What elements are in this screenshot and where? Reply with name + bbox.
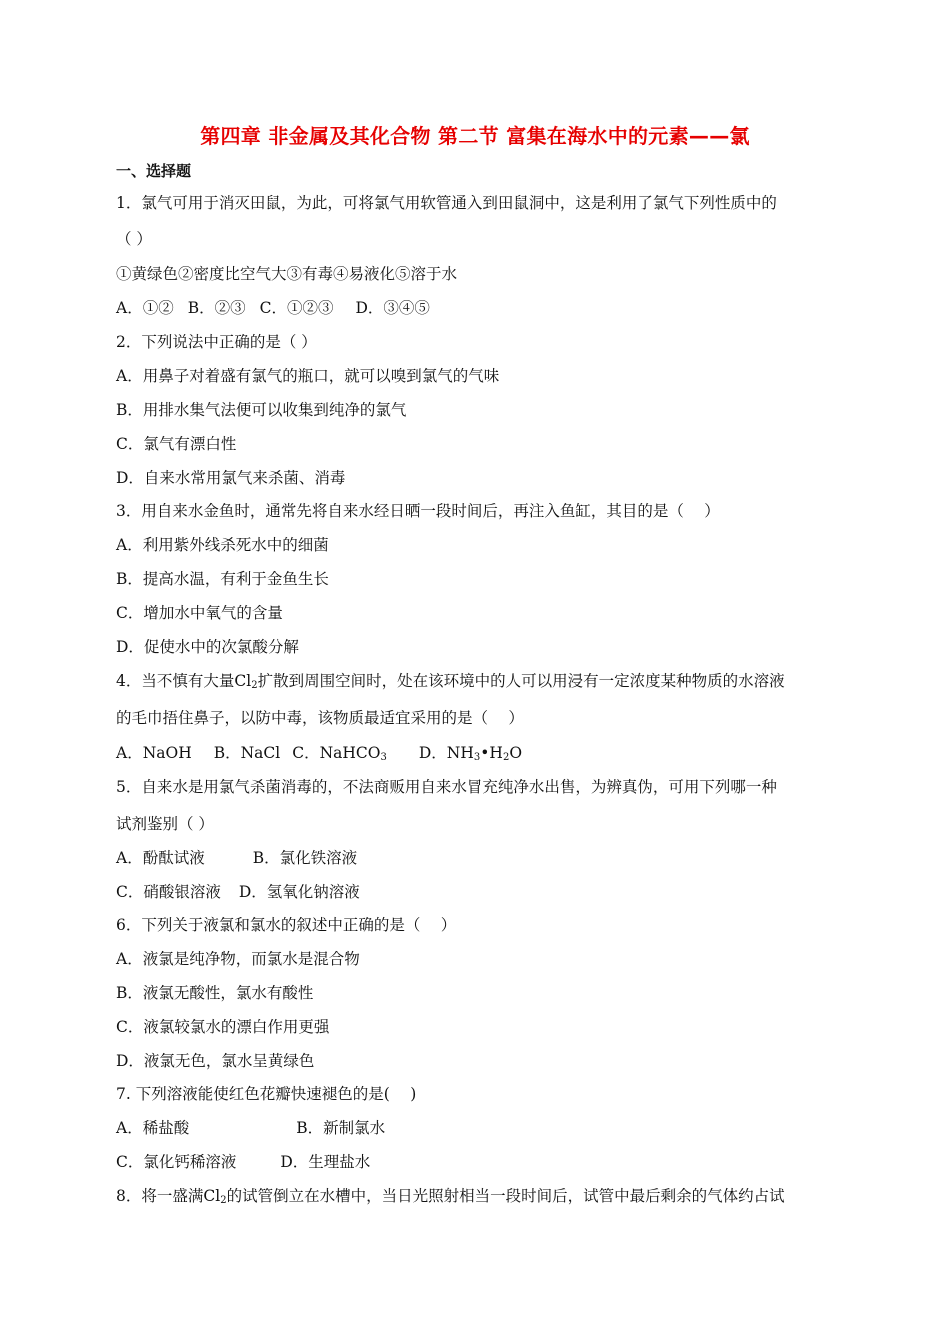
q6-stem: 6．下列关于液氯和氯水的叙述中正确的是（ ） xyxy=(116,916,457,934)
q5-option-c: C．硝酸银溶液 xyxy=(116,883,221,901)
q2-option-d: D．自来水常用氯气来杀菌、消毒 xyxy=(116,469,346,487)
q3-option-b: B．提高水温，有利于金鱼生长 xyxy=(116,570,329,588)
q1-option-d: D．③④⑤ xyxy=(355,299,430,317)
q5-option-b: B．氯化铁溶液 xyxy=(252,849,358,867)
q6-option-c: C．液氯较氯水的漂白作用更强 xyxy=(116,1018,330,1036)
q5-option-d: D．氢氧化钠溶液 xyxy=(238,883,360,901)
q7-option-b: B．新制氯水 xyxy=(296,1119,386,1137)
q7-option-d: D．生理盐水 xyxy=(280,1153,371,1171)
q5-options-row1 xyxy=(116,848,357,868)
q1-option-a: A．①② xyxy=(116,299,174,317)
q4-stem-line2: 的毛巾捂住鼻子，以防中毒，该物质最适宜采用的是（ ） xyxy=(116,709,524,727)
q7-options-row2 xyxy=(116,1152,370,1172)
q7-option-a: A．稀盐酸 xyxy=(116,1119,190,1137)
q2-option-c: C．氯气有漂白性 xyxy=(116,435,237,453)
q6-option-b: B．液氯无酸性，氯水有酸性 xyxy=(116,984,314,1002)
q5-stem-line1: 5．自来水是用氯气杀菌消毒的，不法商贩用自来水冒充纯净水出售，为辨真伪，可用下列哪一种 xyxy=(116,778,777,796)
section-heading: 一、选择题 xyxy=(116,162,192,180)
q1-option-b: B．②③ xyxy=(187,299,246,317)
q5-stem-line2: 试剂鉴别（ ） xyxy=(116,815,214,833)
q1-options xyxy=(116,298,430,318)
q4-stem-line1: 4．当不慎有大量$Cl_2$扩散到周围空间时，处在该环境中的人可以用浸有一定浓度某种物质的水溶液 xyxy=(116,672,785,691)
q6-option-d: D．液氯无色，氯水呈黄绿色 xyxy=(116,1052,315,1070)
q4-option-b: B．NaCl xyxy=(213,744,281,762)
q3-option-a: A．利用紫外线杀死水中的细菌 xyxy=(116,536,329,554)
q1-option-c: C．①②③ xyxy=(259,299,334,317)
q5-options-row2 xyxy=(116,882,360,902)
q4-option-d: D．$NH_3•H_2O$ xyxy=(418,744,523,763)
q2-option-b: B．用排水集气法便可以收集到纯净的氯气 xyxy=(116,401,407,419)
q1-properties: ①黄绿色②密度比空气大③有毒④易液化⑤溶于水 xyxy=(116,265,458,283)
q6-option-a: A．液氯是纯净物，而氯水是混合物 xyxy=(116,950,360,968)
q1-stem-line2: （ ） xyxy=(116,230,152,248)
q4-option-a: A．NaOH xyxy=(116,744,192,762)
q4-option-c: C．NaHCO$_3$ xyxy=(292,744,387,763)
q7-options-row1 xyxy=(116,1118,385,1138)
q3-stem: 3．用自来水金鱼时，通常先将自来水经日晒一段时间后，再注入鱼缸，其目的是（ ） xyxy=(116,502,720,520)
q1-stem-line1: 1．氯气可用于消灭田鼠，为此，可将氯气用软管通入到田鼠洞中，这是利用了氯气下列性质中的 xyxy=(116,194,777,212)
q3-option-d: D．促使水中的次氯酸分解 xyxy=(116,638,299,656)
q8-stem-line1: 8．将一盛满$Cl_2$的试管倒立在水槽中，当日光照射相当一段时间后，试管中最后剩余的气体约占试 xyxy=(116,1187,785,1206)
q7-option-c: C．氯化钙稀溶液 xyxy=(116,1153,237,1171)
q4-options xyxy=(116,743,522,763)
q5-option-a: A．酚酞试液 xyxy=(116,849,205,867)
q7-stem: 7. 下列溶液能使红色花瓣快速褪色的是( ) xyxy=(116,1085,417,1103)
q3-option-c: C．增加水中氧气的含量 xyxy=(116,604,283,622)
page-title: 第四章 非金属及其化合物 第二节 富集在海水中的元素——氯 xyxy=(200,124,750,148)
q2-stem: 2．下列说法中正确的是（ ） xyxy=(116,333,317,351)
q2-option-a: A．用鼻子对着盛有氯气的瓶口，就可以嗅到氯气的气味 xyxy=(116,367,500,385)
